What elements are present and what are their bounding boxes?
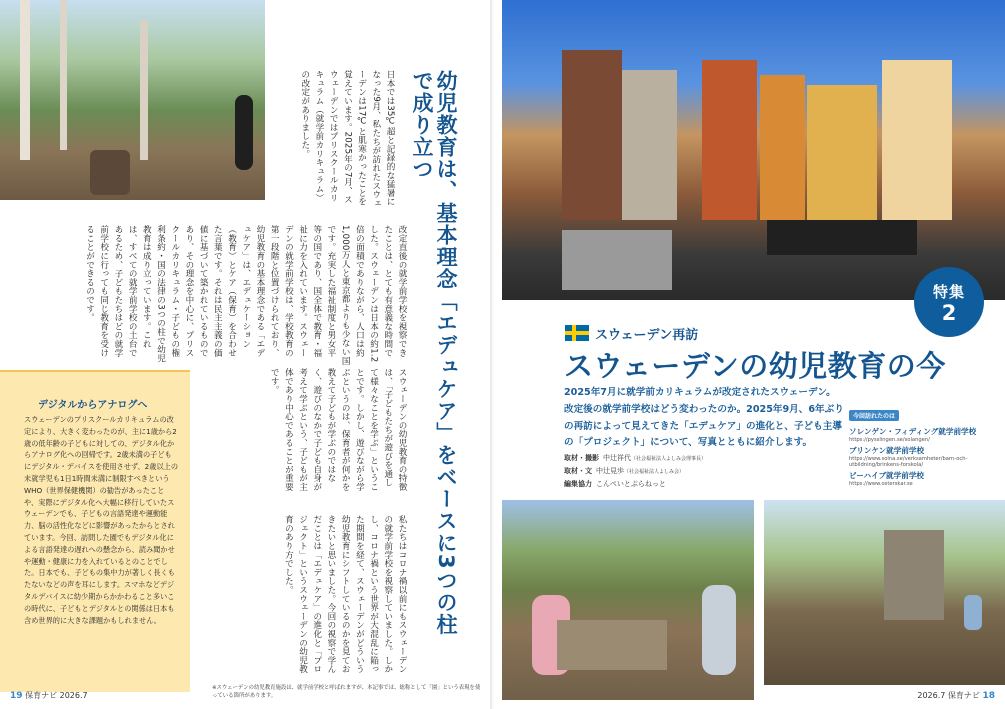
credit-row-photo: 取材・撮影 中辻祥代（社会福祉法人よしみ会理事長） (564, 454, 707, 462)
left-issue: 2026.7 (59, 691, 88, 700)
school-url[interactable]: https://www.solna.se/verksamheter/barn-och-utbildning/brinkens-forskola/ (849, 456, 968, 468)
stockholm-square-photo (502, 0, 1005, 300)
forest-playground-photo (0, 0, 265, 200)
left-magazine-name: 保育ナビ (25, 691, 58, 700)
left-headline: 幼児教育は、基本理念「エデュケア」をベースに3つの柱で成り立つ (410, 70, 458, 636)
article-lead: 2025年7月に就学前カリキュラムが改定されたスウェーデン。改定後の就学前学校はどう変わったのか。2025年9月、6年ぶりの再訪によって見えてきた「エデュケア」の進化と、子ども主導の「プロジェクト」について、写真とともに紹介します。 (564, 387, 844, 449)
wooden-playhouse-photo (764, 500, 1005, 685)
school-name: ビーハイブ就学前学校 (849, 471, 925, 480)
right-magazine-name: 保育ナビ (947, 691, 980, 700)
right-issue: 2026.7 (917, 691, 946, 700)
article-kicker: スウェーデン再訪 (595, 328, 699, 343)
footnote: ※スウェーデンの幼児教育施設は、就学前学校と呼ばれますが、本記事では、総称として「園」という表現を使っている箇所があります。 (212, 685, 481, 699)
left-page-number: 19 (10, 691, 23, 701)
right-page-number: 18 (982, 691, 995, 701)
credit-row-edit: 編集協力 こんぺいとぷらねっと (564, 480, 666, 488)
column1-text: 日本では35℃超と記録的な猛暑になった9月、私たちが訪れたスウェーデンは17℃と肌寒かったことを覚えています。2025年の7月、スウェーデンではプリスクールカリキュラム（就学前カリキュラム）の改定がありました。 (299, 70, 395, 208)
sidebar-box (0, 370, 190, 692)
column3-text: スウェーデンの幼児教育の特徴は、「子どもたちが遊びを通して様々なことを学ぶ」ということです。しかし、遊びながら学ぶというのは、保育者が何かを教えて子どもが学ぶのではなく、遊びのなかで子ども自身が考えて学ぶという、子どもが主体であり中心であることが重要です。 (269, 368, 407, 492)
school-url[interactable]: https://pysslingen.se/solangen/ (849, 437, 930, 443)
badge-label: 特集 (932, 283, 965, 301)
sidebar-text: スウェーデンのプリスクールカリキュラムの改定により、大きく変わったのが、主に1歳から2歳の低年齢の子どもに対しての、デジタル化からアナログ化への回帰です。2歳未満の子どもにデジタル・デバイスを使用させず、2歳以上の未就学児も1日1時間未満に制限すべきというWHO（世界保健機関）の勧告があったことや、実際にデジタル化へ大幅に移行していたスウェーデンでも、子どもの言語発達や運動能力、脳の活性化などに影響があったからとされています。今回、訪問した園でもデジタル化による言語発達の遅れへの懸念から、読み聞かせや運動・健康に力を入れているとのことでした。日本でも、子どもの集中力が著しく長くもたないなどの声を耳にします。スマホなどデジタルデバイスに幼少期からかかわること多いこの時代に、子どもとデジタルとの関係は日本も含め世界的に大きな課題かもしれません。 (24, 415, 179, 625)
credit-row-text: 取材・文 中辻見歩（社会福祉法人よしみ会） (564, 467, 685, 475)
swedish-flag-icon (565, 325, 589, 341)
column2-text: 改定直後の就学前学校を視察できたことは、とても有意義な時間でした。スウェーデンは日本の約1.2倍の面積でありながら、人口は約1,000万人と東京都よりも少ない国です。充実した福祉制度と男女平等の国であり、国全体で教育・福祉に力を入れています。スウェーデンの就学前学校は、学校教育の第一段階と位置づけられており、幼児教育の基本理念である「エデュケア」は、エデュケーション（教育）とケア（保育）を合わせた言葉です。それは民主主義の価値に基づいて築かれているものであり、その理念を中心に、プリスクールカリキュラム・子どもの権利条約・国の法律の3つの柱で幼児教育は成り立っています。これは、すべての就学前学校の土台であるため、子どもたちはどの就学前学校に行っても同じ教育を受けることができるのです。 (84, 225, 407, 366)
sidebar-title: デジタルからアナログへ (38, 400, 148, 411)
feature-badge (914, 267, 984, 337)
right-page-footer (917, 690, 995, 701)
visited-heading: 今回訪れたのは (849, 410, 899, 421)
children-sandbox-photo (502, 500, 754, 700)
right-page (494, 0, 1005, 709)
school-name: ソレンゲン・フィディング就学前学校 (849, 427, 977, 436)
left-page-footer (10, 690, 88, 701)
badge-number: 2 (941, 301, 957, 325)
column4-text: 私たちはコロナ禍以前にもスウェーデンの就学前学校を視察していました。しかし、コロナ禍という世界が大混乱に陥った期間を経て、スウェーデンがどういう幼児教育にシフトしているのかを見ておきたいと思いました。今回の視察で学んだことは「エデュケア」の進化と「プロジェクト」というスウェーデンの幼児教育のあり方でした。 (283, 515, 407, 674)
article-credits (564, 452, 824, 490)
visited-schools-box (849, 410, 994, 487)
school-name: ブリンケン就学前学校 (849, 446, 925, 455)
left-page (0, 0, 494, 709)
article-title: スウェーデンの幼児教育の今 (564, 349, 946, 383)
school-url[interactable]: https://www.osterskar.se (849, 481, 913, 487)
